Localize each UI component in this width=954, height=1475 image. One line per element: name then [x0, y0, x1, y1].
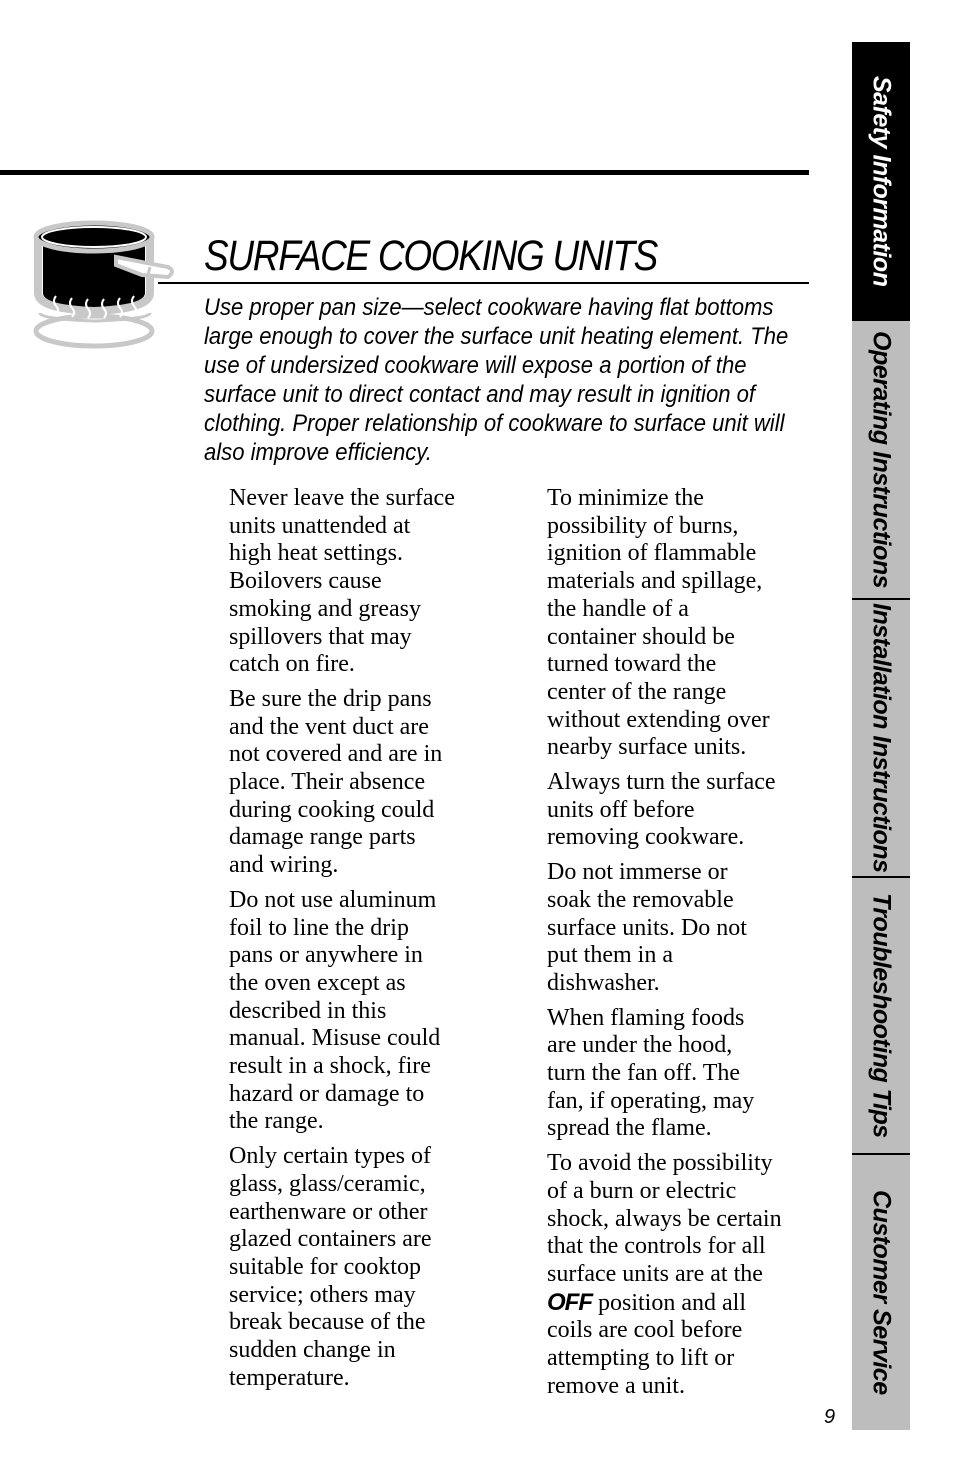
- title-rule: [158, 282, 809, 284]
- text-line: without extending over: [547, 706, 770, 733]
- paragraph-drip-pans: [229, 686, 499, 880]
- text-line: earthenware or other: [229, 1198, 428, 1225]
- text-line: Do not immerse or: [547, 859, 728, 886]
- text-line: catch on fire.: [229, 651, 355, 678]
- text-line: of a burn or electric: [547, 1177, 737, 1204]
- text-line: turned toward the: [547, 651, 717, 678]
- text-line: described in this: [229, 997, 387, 1024]
- text-line: and the vent duct are: [229, 713, 429, 740]
- text-line: put them in a: [547, 942, 673, 969]
- text-line: materials and spillage,: [547, 568, 763, 595]
- text-line: place. Their absence: [229, 769, 426, 796]
- tab-label: Troubleshooting Tips: [867, 893, 896, 1138]
- text-line: Boilovers cause: [229, 568, 382, 595]
- text-line: units off before: [547, 796, 695, 823]
- paragraph-aluminum-foil: [229, 887, 499, 1136]
- text-line: units unattended at: [229, 512, 411, 539]
- intro-text: [204, 293, 793, 467]
- text-line: glass, glass/ceramic,: [229, 1170, 426, 1197]
- text-line-with-off: [547, 1289, 817, 1318]
- text-line: foil to line the drip: [229, 914, 409, 941]
- text-line: possibility of burns,: [547, 512, 739, 539]
- text-line: To minimize the: [547, 485, 704, 511]
- text-line: nearby surface units.: [547, 734, 747, 761]
- text-line: Do not use aluminum: [229, 886, 437, 913]
- cooking-pot-icon: [30, 215, 178, 355]
- intro-line: Use proper pan size—select cookware having flat bottoms: [204, 294, 774, 321]
- paragraph-electric-shock: [547, 1150, 817, 1400]
- tab-operating-instructions[interactable]: [852, 321, 910, 598]
- paragraph-handle: [547, 485, 817, 762]
- text-line: are under the hood,: [547, 1032, 733, 1059]
- text-line: the oven except as: [229, 969, 406, 996]
- text-line: removing cookware.: [547, 824, 745, 851]
- top-rule: [0, 170, 809, 175]
- text-line: smoking and greasy: [229, 595, 421, 622]
- intro-line: large enough to cover the surface unit heating element. The: [204, 323, 789, 350]
- text-line: spillovers that may: [229, 623, 412, 650]
- intro-line: clothing. Proper relationship of cookware to surface unit will: [204, 410, 785, 437]
- text-line: sudden change in: [229, 1337, 396, 1364]
- text-line: ignition of flammable: [547, 540, 757, 567]
- text-line: service; others may: [229, 1281, 416, 1308]
- text-line: temperature.: [229, 1364, 350, 1391]
- page-number: 9: [824, 1406, 836, 1428]
- text-line: during cooking could: [229, 796, 435, 823]
- text-line: Always turn the surface: [547, 769, 776, 796]
- page-title: SURFACE COOKING UNITS: [204, 232, 658, 280]
- tab-label: Customer Service: [867, 1190, 896, 1395]
- paragraph-glass-containers: [229, 1143, 499, 1392]
- text-line: dishwasher.: [547, 969, 660, 996]
- text-line: Only certain types of: [229, 1143, 431, 1170]
- right-column: [547, 485, 817, 1408]
- text-line: When flaming foods: [547, 1004, 745, 1031]
- text-line: shock, always be certain: [547, 1205, 782, 1232]
- text-line: suitable for cooktop: [229, 1253, 421, 1280]
- text-line: Never leave the surface: [229, 485, 455, 511]
- text-line: Be sure the drip pans: [229, 685, 432, 712]
- text-line: remove a unit.: [547, 1372, 685, 1399]
- text-fragment: position and all: [592, 1289, 746, 1316]
- text-line: turn the fan off. The: [547, 1060, 741, 1087]
- text-line: not covered and are in: [229, 741, 443, 768]
- text-line: fan, if operating, may: [547, 1087, 755, 1114]
- text-line: and wiring.: [229, 852, 339, 879]
- intro-line: use of undersized cookware will expose a portion of the: [204, 352, 747, 379]
- tab-troubleshooting-tips[interactable]: [852, 878, 910, 1153]
- text-line: pans or anywhere in: [229, 942, 423, 969]
- intro-line: also improve efficiency.: [204, 439, 432, 466]
- text-line: break because of the: [229, 1309, 426, 1336]
- tab-label: Installation Instructions: [867, 603, 896, 873]
- paragraph-flaming-foods: [547, 1005, 817, 1144]
- off-label: OFF: [547, 1288, 592, 1316]
- text-line: coils are cool before: [547, 1317, 743, 1344]
- tab-label: Operating Instructions: [867, 330, 896, 589]
- text-line: damage range parts: [229, 824, 416, 851]
- tab-customer-service[interactable]: [852, 1155, 910, 1430]
- intro-line: surface unit to direct contact and may result in ignition of: [204, 381, 756, 408]
- text-line: surface units. Do not: [547, 914, 747, 941]
- paragraph-immerse: [547, 859, 817, 998]
- text-line: surface units are at the: [547, 1260, 763, 1287]
- text-line: attempting to lift or: [547, 1345, 735, 1372]
- tab-installation-instructions[interactable]: [852, 600, 910, 876]
- text-line: high heat settings.: [229, 540, 403, 567]
- text-line: that the controls for all: [547, 1233, 766, 1260]
- text-line: spread the flame.: [547, 1115, 712, 1142]
- tab-label: Safety Information: [867, 76, 896, 287]
- paragraph-turn-off: [547, 769, 817, 852]
- text-line: glazed containers are: [229, 1226, 432, 1253]
- text-line: the handle of a: [547, 595, 689, 622]
- text-line: container should be: [547, 623, 735, 650]
- text-line: center of the range: [547, 678, 727, 705]
- text-line: result in a shock, fire: [229, 1053, 431, 1080]
- left-column: [229, 485, 499, 1400]
- text-line: soak the removable: [547, 886, 734, 913]
- tab-safety-information[interactable]: [852, 42, 910, 321]
- paragraph-unattended: [229, 485, 499, 679]
- text-line: hazard or damage to: [229, 1080, 425, 1107]
- text-line: manual. Misuse could: [229, 1025, 441, 1052]
- text-line: To avoid the possibility: [547, 1150, 773, 1177]
- text-line: the range.: [229, 1108, 324, 1135]
